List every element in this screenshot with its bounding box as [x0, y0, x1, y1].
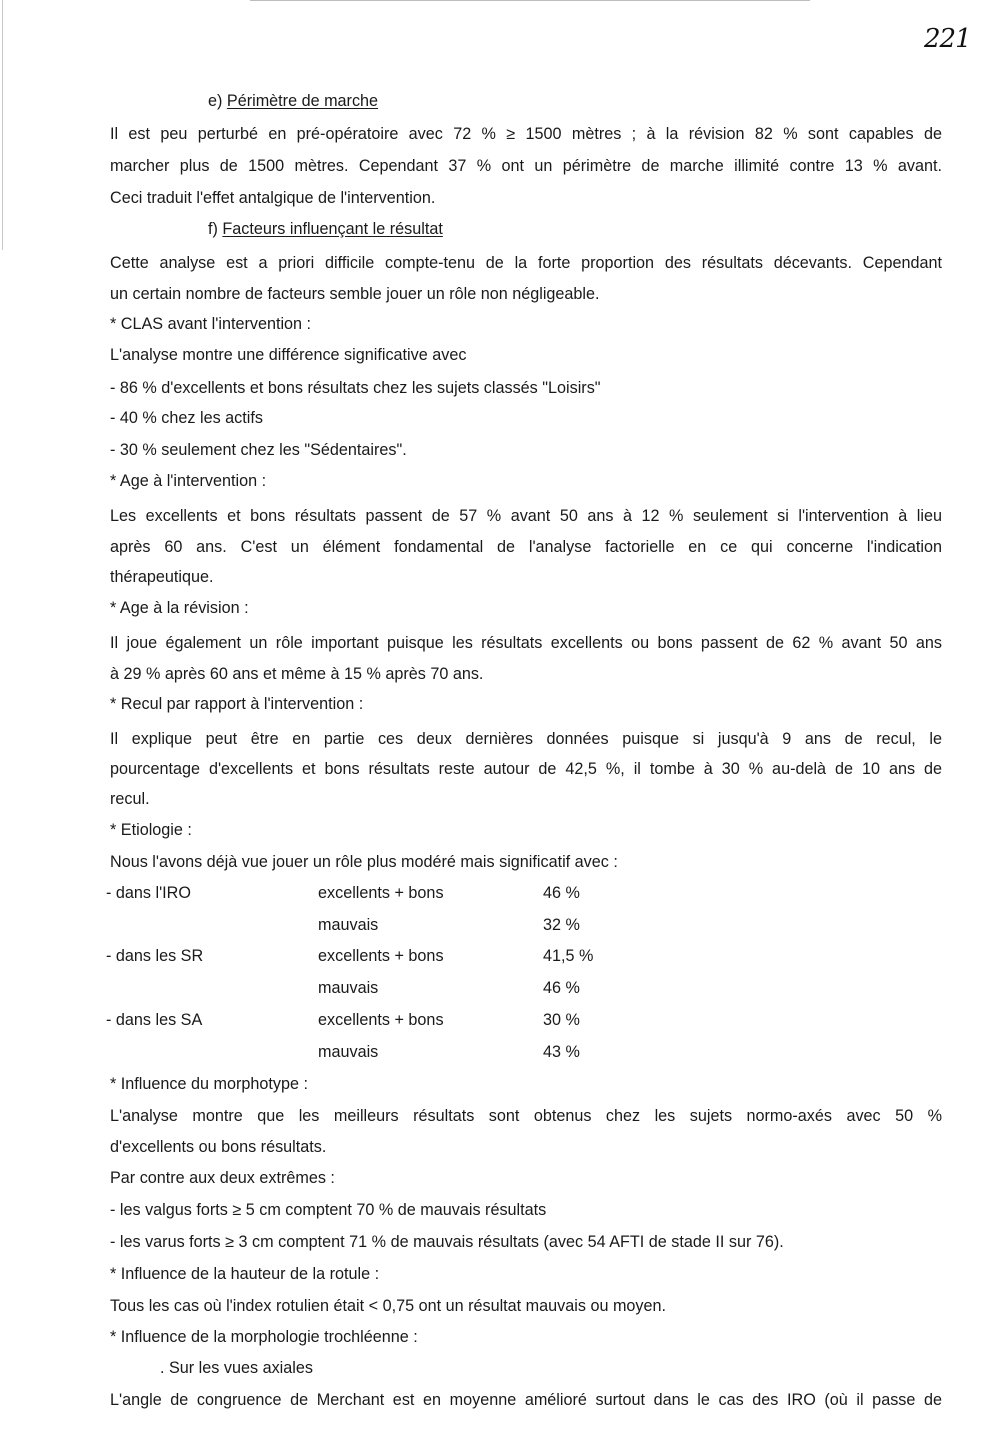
text-line [110, 537, 942, 557]
text-line [110, 1327, 942, 1347]
text-line [110, 729, 942, 749]
line-text: - les valgus forts ≥ 5 cm comptent 70 % de mauvais résultats [110, 1201, 547, 1219]
etiology-value: 46 % [543, 979, 580, 997]
line-text: Par contre aux deux extrêmes : [110, 1169, 335, 1187]
text-line [110, 852, 942, 872]
line-text: Tous les cas où l'index rotulien était < 0,75 ont un résultat mauvais ou moyen. [110, 1297, 667, 1315]
text-line [110, 506, 942, 526]
text-line [110, 789, 942, 809]
text-line [110, 1390, 942, 1410]
etiology-value: 30 % [543, 1011, 580, 1029]
text-line [110, 598, 942, 618]
line-text: . Sur les vues axiales [160, 1359, 313, 1377]
line-text: * Influence de la morphologie trochléenne : [110, 1328, 418, 1346]
line-text: d'excellents ou bons résultats. [110, 1138, 327, 1156]
text-line [110, 1106, 942, 1126]
line-text: Nous l'avons déjà vue jouer un rôle plus modéré mais significatif avec : [110, 853, 618, 871]
scan-top-edge [250, 0, 810, 1]
text-line [110, 567, 942, 587]
text-line [110, 124, 942, 144]
line-text: * Influence du morphotype : [110, 1075, 308, 1093]
text-line [110, 378, 942, 398]
line-text: - 30 % seulement chez les "Sédentaires". [110, 441, 407, 459]
text-line [110, 408, 942, 428]
scan-left-edge [2, 0, 3, 250]
etiology-value: 41,5 % [543, 947, 594, 965]
line-text: Il est peu perturbé en pré-opératoire avec 72 % ≥ 1500 mètres ; à la révision 82 % sont capables de [110, 125, 942, 143]
etiology-value: 32 % [543, 916, 580, 934]
etiology-category: mauvais [318, 1043, 379, 1061]
line-text: un certain nombre de facteurs semble jouer un rôle non négligeable. [110, 285, 600, 303]
text-line [160, 1358, 942, 1378]
line-text: * Influence de la hauteur de la rotule : [110, 1265, 380, 1283]
section-heading [208, 219, 942, 239]
line-text: - 40 % chez les actifs [110, 409, 263, 427]
etiology-category: excellents + bons [318, 884, 444, 902]
etiology-category: mauvais [318, 916, 379, 934]
line-text: Il joue également un rôle important puisque les résultats excellents ou bons passent de 62 % avant 50 ans [110, 634, 942, 652]
etiology-group: - dans l'IRO [106, 884, 191, 902]
text-line [110, 1137, 942, 1157]
heading-title: Facteurs influençant le résultat [222, 220, 443, 238]
section-heading [208, 91, 942, 111]
etiology-group: - dans les SR [106, 947, 204, 965]
line-text: pourcentage d'excellents et bons résultats reste autour de 42,5 %, il tombe à 30 % au-delà de 10 ans de [110, 760, 942, 778]
line-text: L'angle de congruence de Merchant est en moyenne amélioré surtout dans le cas des IRO (où il passe de [110, 1391, 942, 1409]
text-line [110, 664, 942, 684]
text-line [110, 1296, 942, 1316]
text-line [110, 1168, 942, 1188]
text-line [110, 471, 942, 491]
etiology-value: 46 % [543, 884, 580, 902]
etiology-category: excellents + bons [318, 947, 444, 965]
line-text: * Age à la révision : [110, 599, 249, 617]
line-text: Les excellents et bons résultats passent de 57 % avant 50 ans à 12 % seulement si l'intervention à lieu [110, 507, 942, 525]
text-line [110, 284, 942, 304]
text-line [110, 345, 942, 365]
line-text: f) [208, 220, 223, 238]
etiology-value: 43 % [543, 1043, 580, 1061]
text-line [110, 759, 942, 779]
page-number: 221 [924, 24, 971, 54]
heading-title: Périmètre de marche [226, 92, 379, 110]
line-text: Il explique peut être en partie ces deux dernières données puisque si jusqu'à 9 ans de recul, le [110, 730, 942, 748]
line-text: thérapeutique. [110, 568, 214, 586]
text-line [110, 694, 942, 714]
text-line [110, 188, 942, 208]
text-line [110, 820, 942, 840]
line-text: e) [208, 92, 227, 110]
text-line [110, 440, 942, 460]
line-text: L'analyse montre que les meilleurs résultats sont obtenus chez les sujets normo-axés avec 50 % [110, 1107, 942, 1125]
text-line [110, 1264, 942, 1284]
line-text: - les varus forts ≥ 3 cm comptent 71 % de mauvais résultats (avec 54 AFTI de stade II sur 76). [110, 1233, 784, 1251]
text-line [110, 1232, 942, 1252]
line-text: Cette analyse est a priori difficile compte-tenu de la forte proportion des résultats décevants. Cependant [110, 254, 942, 272]
line-text: * Etiologie : [110, 821, 192, 839]
line-text: * Age à l'intervention : [110, 472, 267, 490]
etiology-group: - dans les SA [106, 1011, 203, 1029]
line-text: recul. [110, 790, 150, 808]
line-text: après 60 ans. C'est un élément fondamental de l'analyse factorielle en ce qui concerne l'indication [110, 538, 942, 556]
line-text: Ceci traduit l'effet antalgique de l'intervention. [110, 189, 436, 207]
line-text: L'analyse montre une différence significative avec [110, 346, 467, 364]
text-line [110, 253, 942, 273]
line-text: * Recul par rapport à l'intervention : [110, 695, 364, 713]
line-text: - 86 % d'excellents et bons résultats chez les sujets classés "Loisirs" [110, 379, 601, 397]
line-text: à 29 % après 60 ans et même à 15 % après 70 ans. [110, 665, 484, 683]
line-text: marcher plus de 1500 mètres. Cependant 37 % ont un périmètre de marche illimité contre 13 % avant. [110, 157, 942, 175]
text-line [110, 1200, 942, 1220]
etiology-category: mauvais [318, 979, 379, 997]
etiology-category: excellents + bons [318, 1011, 444, 1029]
line-text: * CLAS avant l'intervention : [110, 315, 312, 333]
text-line [110, 156, 942, 176]
text-line [110, 1074, 942, 1094]
text-line [110, 314, 942, 334]
text-line [110, 633, 942, 653]
